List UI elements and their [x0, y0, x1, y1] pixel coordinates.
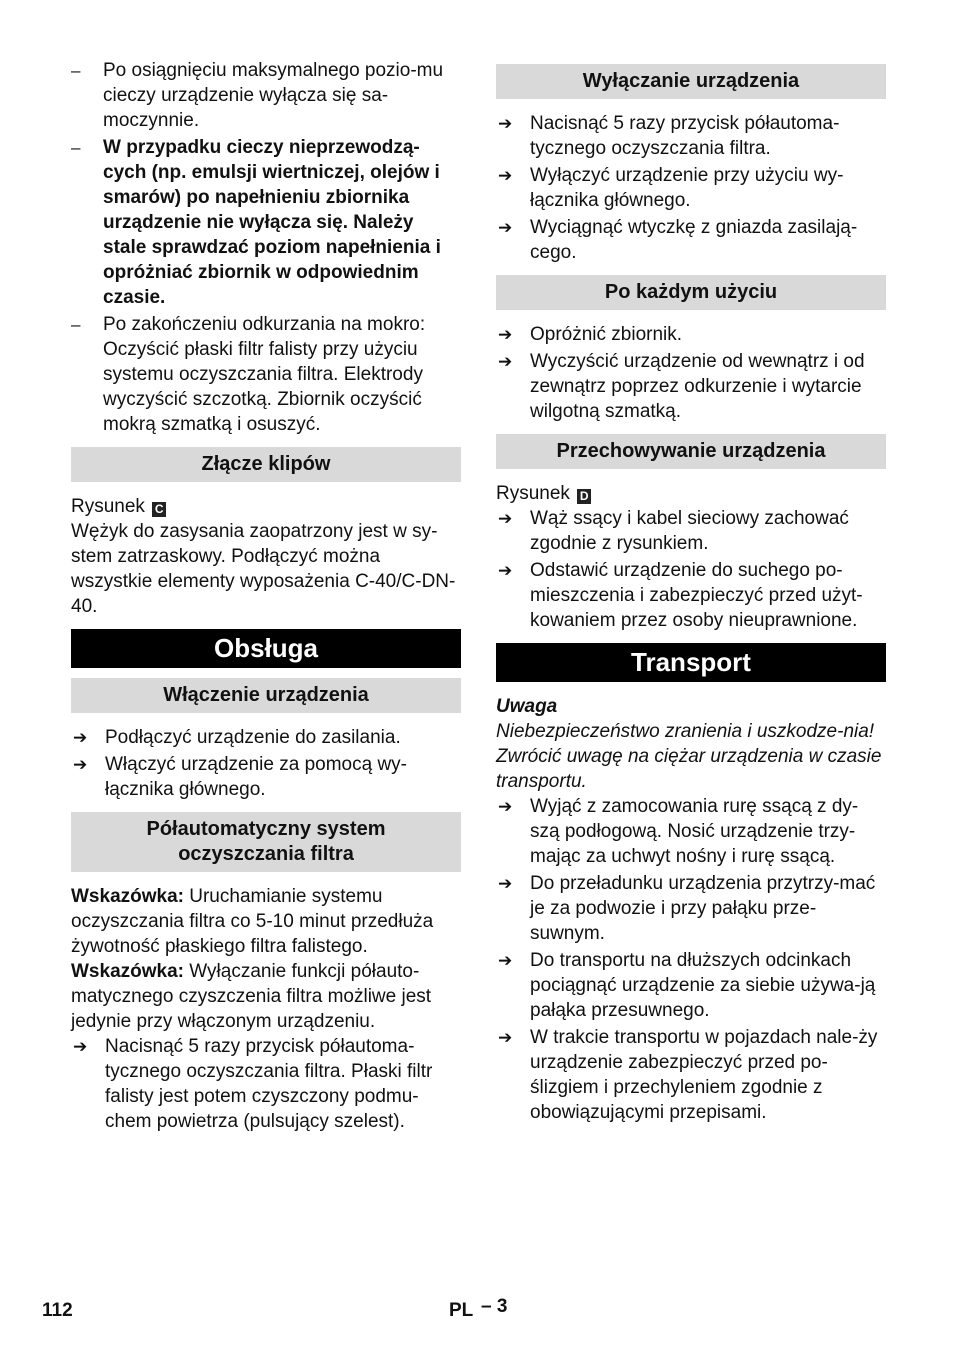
note-text: Uruchamianie systemu oczyszczania filtra co 5-10 minut przedłuża żywotność płaskiego filtra falistego. [71, 886, 434, 957]
list-item [71, 135, 461, 310]
note-paragraph [71, 884, 461, 959]
list-item-text: Nacisnąć 5 razy przycisk półautoma-tycznego oczyszczania filtra. [530, 113, 840, 159]
arrow-right-icon: ➔ [73, 755, 88, 774]
list-item-text: Wyciągnąć wtyczkę z gniazda zasilają-cego. [530, 217, 858, 263]
list-item [496, 871, 886, 946]
section-heading-storage: Przechowywanie urządzenia [496, 434, 886, 469]
list-item-text: Odstawić urządzenie do suchego po-mieszczenia i zabezpieczyć przed użyt-kowaniem przez osoby nieuprawnione. [530, 560, 863, 631]
caution-label: Uwaga [496, 696, 558, 717]
heading-line: oczyszczania filtra [178, 843, 354, 865]
language-code: PL [449, 1300, 474, 1321]
section-heading-after-use: Po każdym użyciu [496, 275, 886, 310]
arrow-right-icon: ➔ [498, 218, 513, 237]
list-item [71, 1034, 461, 1134]
chapter-heading-obsluga: Obsługa [71, 629, 461, 668]
list-item-text: Po zakończeniu odkurzania na mokro: Oczyścić płaski filtr falisty przy użyciu systemu oczyszczania filtra. Elektrody wyczyścić szczotką. Zbiornik oczyścić mokrą szmatką i osuszyć. [103, 314, 426, 435]
figure-label: Rysunek [71, 496, 145, 517]
list-item [496, 1025, 886, 1125]
list-item [71, 312, 461, 437]
dash-marker: – [71, 138, 81, 157]
page-number: 112 [42, 1300, 73, 1321]
list-item [496, 215, 886, 265]
list-item-text: Do przeładunku urządzenia przytrzy-mać je za podwozie i przy pałąku prze-suwnym. [530, 873, 876, 944]
list-item [496, 349, 886, 424]
list-item [71, 725, 461, 750]
list-item [496, 111, 886, 161]
arrow-right-icon: ➔ [498, 352, 513, 371]
arrow-right-icon: ➔ [498, 1028, 513, 1047]
arrow-right-icon: ➔ [73, 1037, 88, 1056]
arrow-right-icon: ➔ [498, 509, 513, 528]
section-heading-clip: Złącze klipów [71, 447, 461, 482]
list-item [496, 163, 886, 213]
list-item [71, 58, 461, 133]
arrow-right-icon: ➔ [73, 728, 88, 747]
chapter-heading-transport: Transport [496, 643, 886, 682]
list-item-text: Opróżnić zbiornik. [530, 324, 683, 345]
list-item-text: Wyczyścić urządzenie od wewnątrz i od zewnątrz poprzez odkurzenie i wytarcie wilgotną szmatką. [530, 351, 865, 422]
caution-text: Niebezpieczeństwo zranienia i uszkodze-nia! Zwrócić uwagę na ciężar urządzenia w czasie transportu. [496, 721, 882, 792]
list-item-text: Do transportu na dłuższych odcinkach pociągnąć urządzenie za siebie używa-ją pałąka przesuwnego. [530, 950, 876, 1021]
note-label: Wskazówka: [71, 886, 184, 907]
right-column [496, 58, 886, 1127]
list-item [71, 752, 461, 802]
list-item-text: Podłączyć urządzenie do zasilania. [105, 727, 401, 748]
note-label: Wskazówka: [71, 961, 184, 982]
figure-reference [71, 494, 461, 519]
list-item [496, 322, 886, 347]
list-item-text: Po osiągnięciu maksymalnego pozio-mu cieczy urządzenie wyłącza się sa-moczynnie. [103, 60, 444, 131]
heading-line: Półautomatyczny system [146, 818, 386, 840]
dash-marker: – [71, 315, 81, 334]
section-number: – 3 [481, 1296, 508, 1317]
list-item-text: W trakcie transportu w pojazdach nale-ży urządzenie zabezpieczyć przed po-ślizgiem i przechyleniem zgodnie z obowiązującymi przepisami. [530, 1027, 878, 1123]
arrow-right-icon: ➔ [498, 114, 513, 133]
arrow-right-icon: ➔ [498, 561, 513, 580]
paragraph: Wężyk do zasysania zaopatrzony jest w sy-stem zatrzaskowy. Podłączyć można wszystkie elementy wyposażenia C-40/C-DN-40. [71, 521, 456, 617]
arrow-right-icon: ➔ [498, 951, 513, 970]
section-heading-switch-off: Wyłączanie urządzenia [496, 64, 886, 99]
arrow-right-icon: ➔ [498, 797, 513, 816]
list-item-text: Wyjąć z zamocowania rurę ssącą z dy-szą podłogową. Nosić urządzenie trzy-mając za uchwyt nośny i rurę ssącą. [530, 796, 859, 867]
list-item-text: Wąż ssący i kabel sieciowy zachować zgodnie z rysunkiem. [530, 508, 849, 554]
arrow-right-icon: ➔ [498, 325, 513, 344]
list-item [496, 948, 886, 1023]
list-item [496, 794, 886, 869]
dash-marker: – [71, 61, 81, 80]
note-text: Wyłączanie funkcji półauto-matycznego czyszczenia filtra możliwe jest jedynie przy włączonym urządzeniu. [71, 961, 432, 1032]
list-item-text: Wyłączyć urządzenie przy użyciu wy-łącznika głównego. [530, 165, 844, 211]
list-item-text: W przypadku cieczy nieprzewodzą-cych (np. emulsji wiertniczej, olejów i smarów) po napełnieniu zbiornika urządzenie nie wyłącza się. Należy stale sprawdzać poziom napełnienia i opróżniać zbiornik w odpowiednim czasie. [103, 137, 441, 308]
section-heading-switch-on: Włączenie urządzenia [71, 678, 461, 713]
note-paragraph [71, 959, 461, 1034]
list-item [496, 506, 886, 556]
list-item-text: Nacisnąć 5 razy przycisk półautoma-tycznego oczyszczania filtra. Płaski filtr falisty jest potem czyszczony podmu-chem powietrza (pulsujący szelest). [105, 1036, 433, 1132]
list-item-text: Włączyć urządzenie za pomocą wy-łącznika głównego. [105, 754, 407, 800]
left-column [71, 58, 461, 1136]
arrow-right-icon: ➔ [498, 874, 513, 893]
arrow-right-icon: ➔ [498, 166, 513, 185]
figure-reference [496, 481, 886, 506]
section-heading-semi-auto [71, 812, 461, 872]
list-item [496, 558, 886, 633]
figure-letter-icon: C [152, 502, 166, 517]
figure-label: Rysunek [496, 483, 570, 504]
figure-letter-icon: D [577, 489, 591, 504]
